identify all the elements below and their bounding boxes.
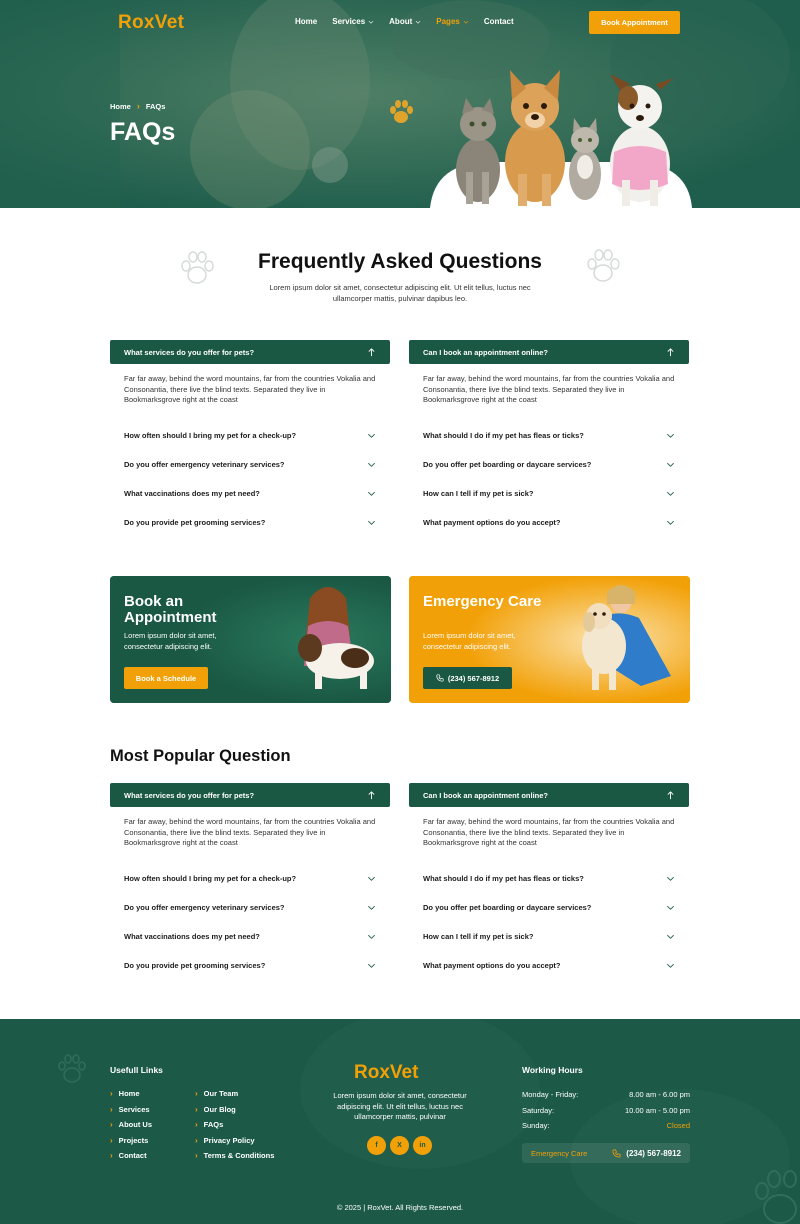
accordion-question: How can I tell if my pet is sick? <box>423 932 534 941</box>
accordion-item[interactable] <box>409 450 689 479</box>
kitten-image <box>569 118 601 200</box>
chevron-down-icon <box>367 460 376 469</box>
social-links <box>367 1136 432 1155</box>
phone-icon <box>612 1149 621 1158</box>
breadcrumb-home-link[interactable]: Home <box>110 101 131 111</box>
accordion-question: What services do you offer for pets? <box>124 790 255 800</box>
footer-links-col2 <box>195 1086 274 1164</box>
chevron-down-icon <box>367 932 376 941</box>
main-nav <box>295 17 529 26</box>
footer-emergency-bar[interactable] <box>522 1143 690 1163</box>
chevron-right-icon: › <box>195 1151 198 1161</box>
faq-section-title: Frequently Asked Questions <box>258 250 542 273</box>
breadcrumb <box>110 101 165 111</box>
paw-outline-right-icon <box>583 246 623 286</box>
accordion-item[interactable] <box>110 922 390 951</box>
working-hours-list <box>522 1087 690 1134</box>
nav-item-pages[interactable] <box>436 17 469 26</box>
facebook-icon[interactable]: f <box>367 1136 386 1155</box>
chevron-down-icon <box>367 518 376 527</box>
footer-link-label: Home <box>118 1089 140 1099</box>
chevron-down-icon <box>367 874 376 883</box>
chevron-down-icon <box>368 19 374 25</box>
chevron-down-icon <box>666 518 675 527</box>
faq-accordion-left <box>110 340 390 537</box>
chevron-down-icon <box>367 431 376 440</box>
footer-link-label: Our Team <box>203 1089 239 1099</box>
footer-link[interactable] <box>195 1133 274 1149</box>
chevron-down-icon <box>666 874 675 883</box>
footer-link[interactable] <box>195 1117 274 1133</box>
accordion-question: Can I book an appointment online? <box>423 790 548 800</box>
site-footer <box>0 1019 800 1224</box>
arrow-up-icon <box>367 348 376 357</box>
working-hours-heading: Working Hours <box>522 1065 583 1075</box>
hours-day: Sunday: <box>522 1121 550 1131</box>
copyright-text: © 2025 | RoxVet. All Rights Reserved. <box>336 1203 464 1212</box>
footer-link-label: Privacy Policy <box>203 1135 255 1145</box>
paw-outline-left-icon <box>177 248 217 288</box>
linkedin-icon[interactable]: in <box>413 1136 432 1155</box>
chevron-right-icon: › <box>195 1135 198 1145</box>
cat-image <box>456 98 500 204</box>
chevron-right-icon: › <box>110 1120 113 1130</box>
breadcrumb-separator-icon: › <box>136 101 140 111</box>
accordion-item[interactable] <box>409 951 689 980</box>
footer-link-label: FAQs <box>203 1120 224 1130</box>
chevron-down-icon <box>415 19 421 25</box>
hours-row <box>522 1103 690 1119</box>
accordion-item[interactable] <box>110 421 390 450</box>
accordion-question: How often should I bring my pet for a check-up? <box>124 431 297 440</box>
appointment-card-title: Book an Appointment <box>124 593 217 626</box>
footer-link-label: About Us <box>118 1120 153 1130</box>
footer-link-label: Contact <box>118 1151 147 1161</box>
accordion-question: How often should I bring my pet for a check-up? <box>124 874 297 883</box>
x-twitter-icon[interactable]: X <box>390 1136 409 1155</box>
emergency-care-card <box>409 576 690 703</box>
hours-row <box>522 1087 690 1103</box>
footer-link-label: Projects <box>118 1135 149 1145</box>
accordion-item[interactable] <box>110 508 390 537</box>
accordion-question: Do you provide pet grooming services? <box>124 518 266 527</box>
accordion-item[interactable] <box>110 479 390 508</box>
footer-emergency-label: Emergency Care <box>531 1148 588 1158</box>
accordion-open-header[interactable] <box>110 783 390 807</box>
nav-item-home[interactable] <box>295 17 317 26</box>
faq-accordion-right <box>409 340 689 537</box>
accordion-open-header[interactable] <box>409 783 689 807</box>
accordion-question: Do you offer emergency veterinary services? <box>124 903 285 912</box>
accordion-question: What should I do if my pet has fleas or ticks? <box>423 431 584 440</box>
phone-icon <box>436 674 444 682</box>
footer-link-label: Services <box>118 1104 150 1114</box>
hours-time: 10.00 am - 5.00 pm <box>624 1105 690 1115</box>
chevron-down-icon <box>666 961 675 970</box>
accordion-item[interactable] <box>110 951 390 980</box>
emergency-card-title: Emergency Care <box>423 593 542 610</box>
nav-item-label: Contact <box>483 17 514 26</box>
chevron-down-icon <box>367 903 376 912</box>
accordion-item[interactable] <box>409 508 689 537</box>
nav-item-label: Home <box>295 17 318 26</box>
footer-emergency-phone-number: (234) 567-8912 <box>626 1148 681 1158</box>
hours-time: Closed <box>666 1121 690 1131</box>
emergency-phone-button[interactable] <box>423 667 512 689</box>
accordion-answer: Far far away, behind the word mountains, far from the countries Vokalia and Consonantia, there live the blind texts. Separated they live in Bookmarksgrove right at the coast <box>423 817 675 848</box>
emergency-card-text: Lorem ipsum dolor sit amet, consectetur adipiscing elit. <box>423 631 516 651</box>
footer-link-label: Our Blog <box>203 1104 236 1114</box>
chevron-down-icon <box>666 431 675 440</box>
footer-link[interactable] <box>195 1086 274 1102</box>
faq-section-subtitle: Lorem ipsum dolor sit amet, consectetur adipiscing elit. Ut elit tellus, luctus nec ullamcorper mattis, pulvinar dapibus leo. <box>269 283 531 303</box>
accordion-answer: Far far away, behind the word mountains, far from the countries Vokalia and Consonantia, there live the blind texts. Separated they live in Bookmarksgrove right at the coast <box>124 817 376 848</box>
accordion-answer: Far far away, behind the word mountains, far from the countries Vokalia and Consonantia, there live the blind texts. Separated they live in Bookmarksgrove right at the coast <box>423 374 675 405</box>
accordion-question: Do you provide pet grooming services? <box>124 961 266 970</box>
chevron-down-icon <box>666 460 675 469</box>
chevron-down-icon <box>367 961 376 970</box>
nav-item-label: About <box>389 17 413 26</box>
chevron-down-icon <box>367 489 376 498</box>
footer-link[interactable] <box>110 1133 152 1149</box>
accordion-question: How can I tell if my pet is sick? <box>423 489 534 498</box>
pets-group-image <box>430 62 692 208</box>
accordion-question: Do you offer pet boarding or daycare services? <box>423 460 592 469</box>
accordion-question: Do you offer emergency veterinary services? <box>124 460 285 469</box>
book-appointment-button[interactable]: Book Appointment <box>589 11 680 34</box>
appointment-card-text: Lorem ipsum dolor sit amet, consectetur adipiscing elit. <box>124 631 217 651</box>
hours-day: Monday - Friday: <box>522 1090 579 1100</box>
accordion-item[interactable] <box>409 864 689 893</box>
hours-time: 8.00 am - 6.00 pm <box>629 1090 690 1100</box>
dog-image <box>505 70 565 206</box>
brand-logo[interactable]: RoxVet <box>118 12 185 33</box>
accordion-question: What vaccinations does my pet need? <box>124 489 260 498</box>
hours-day: Saturday: <box>522 1105 555 1115</box>
paw-icon <box>386 97 416 127</box>
hours-row <box>522 1118 690 1134</box>
accordion-question: What payment options do you accept? <box>423 518 561 527</box>
footer-link[interactable] <box>110 1117 152 1133</box>
footer-link[interactable] <box>110 1148 152 1164</box>
arrow-up-icon <box>666 791 675 800</box>
accordion-item[interactable] <box>409 421 689 450</box>
footer-description: Lorem ipsum dolor sit amet, consectetur adipiscing elit. Ut elit tellus, luctus nec ullamcorper mattis, pulvinar <box>333 1091 467 1122</box>
chevron-right-icon: › <box>195 1104 198 1114</box>
accordion-question: What should I do if my pet has fleas or ticks? <box>423 874 584 883</box>
footer-paw-left-icon <box>59 1055 85 1082</box>
chevron-right-icon: › <box>110 1135 113 1145</box>
arrow-up-icon <box>666 348 675 357</box>
chevron-down-icon <box>666 489 675 498</box>
footer-link-label: Terms & Conditions <box>203 1151 275 1161</box>
nav-item-label: Services <box>332 17 366 26</box>
popular-section-title: Most Popular Question <box>110 747 291 765</box>
accordion-question: What payment options do you accept? <box>423 961 561 970</box>
popular-accordion-right <box>409 783 689 980</box>
chevron-right-icon: › <box>110 1151 113 1161</box>
page-title: FAQs <box>110 118 176 146</box>
chevron-right-icon: › <box>110 1104 113 1114</box>
footer-links-col1 <box>110 1086 152 1164</box>
footer-brand-logo[interactable]: RoxVet <box>354 1062 419 1083</box>
nav-item-label: Pages <box>436 17 460 26</box>
chevron-right-icon: › <box>110 1089 113 1099</box>
footer-link[interactable] <box>110 1086 152 1102</box>
accordion-question: Do you offer pet boarding or daycare services? <box>423 903 592 912</box>
accordion-open-header[interactable] <box>110 340 390 364</box>
arrow-up-icon <box>367 791 376 800</box>
chevron-down-icon <box>463 19 469 25</box>
accordion-question: Can I book an appointment online? <box>423 347 548 357</box>
accordion-question: What services do you offer for pets? <box>124 347 255 357</box>
accordion-answer: Far far away, behind the word mountains, far from the countries Vokalia and Consonantia, there live the blind texts. Separated they live in Bookmarksgrove right at the coast <box>124 374 376 405</box>
footer-link[interactable] <box>195 1102 274 1118</box>
nav-item-contact[interactable] <box>484 17 514 26</box>
accordion-item[interactable] <box>110 893 390 922</box>
chevron-down-icon <box>666 903 675 912</box>
footer-link[interactable] <box>110 1102 152 1118</box>
breadcrumb-current: FAQs <box>145 101 166 111</box>
accordion-open-header[interactable] <box>409 340 689 364</box>
chevron-right-icon: › <box>195 1120 198 1130</box>
accordion-item[interactable] <box>110 450 390 479</box>
accordion-item[interactable] <box>110 864 390 893</box>
popular-accordion-left <box>110 783 390 980</box>
accordion-item[interactable] <box>409 922 689 951</box>
chevron-down-icon <box>666 932 675 941</box>
emergency-phone-label: (234) 567-8912 <box>447 673 500 683</box>
nav-item-about[interactable] <box>389 17 421 26</box>
footer-link[interactable] <box>195 1148 274 1164</box>
footer-emergency-phone[interactable] <box>612 1149 681 1158</box>
nav-item-services[interactable] <box>332 17 374 26</box>
useful-links-heading: Usefull Links <box>110 1065 163 1075</box>
accordion-question: What vaccinations does my pet need? <box>124 932 260 941</box>
book-appointment-card <box>110 576 391 703</box>
hero-section <box>0 0 800 208</box>
accordion-item[interactable] <box>409 479 689 508</box>
faq-header <box>0 250 800 304</box>
accordion-item[interactable] <box>409 893 689 922</box>
book-schedule-button[interactable]: Book a Schedule <box>124 667 208 689</box>
chevron-right-icon: › <box>195 1089 198 1099</box>
